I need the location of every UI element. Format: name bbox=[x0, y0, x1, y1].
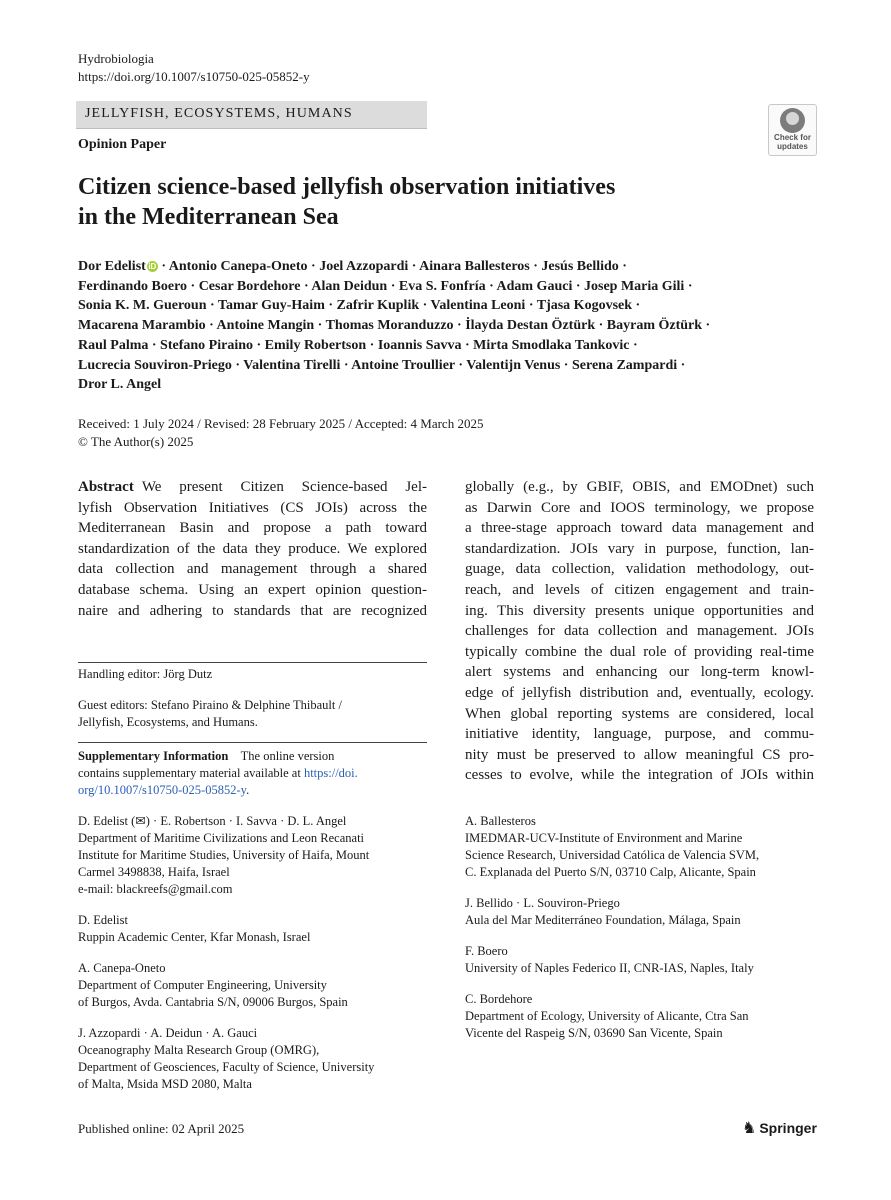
check-for-updates-badge[interactable] bbox=[768, 104, 817, 156]
affiliation-line: Aula del Mar Mediterráneo Foundation, Málaga, Spain bbox=[465, 913, 741, 927]
affiliation-line: IMEDMAR-UCV-Institute of Environment and Marine bbox=[465, 831, 743, 845]
copyright: © The Author(s) 2025 bbox=[78, 434, 194, 449]
author-line-1 bbox=[78, 257, 818, 277]
abstract-first-line-text: We present Citizen Science-based Jel- bbox=[141, 479, 427, 495]
affiliation-authors: C. Bordehore bbox=[465, 992, 533, 1006]
published-online: Published online: 02 April 2025 bbox=[78, 1121, 245, 1136]
author-line-7: Dror L. Angel bbox=[78, 377, 162, 393]
abstract-line: standardization of the data they produce. We explored bbox=[78, 540, 427, 557]
paper-type: Opinion Paper bbox=[78, 137, 167, 152]
author-line-1-rest: · Antonio Canepa-Oneto · Joel Azzopardi · Ainara Ballesteros · Jesús Bellido · bbox=[157, 259, 627, 274]
handling-editor: Handling editor: Jörg Dutz bbox=[78, 667, 213, 681]
abstract-line: a three-stage approach toward data management and bbox=[465, 520, 814, 537]
affiliation-authors: D. Edelist bbox=[78, 913, 128, 927]
affiliation-block bbox=[465, 813, 815, 881]
affiliation-authors: A. Ballesteros bbox=[465, 814, 536, 828]
supp-text-1: The online version bbox=[240, 749, 335, 763]
abstract-line: edge of jellyfish distribution and, eventually, ecology. bbox=[465, 684, 814, 701]
affiliation-line: Oceanography Malta Research Group (OMRG), bbox=[78, 1043, 320, 1057]
paper-title bbox=[78, 172, 698, 232]
author-line-5: Raul Palma · Stefano Piraino · Emily Robertson · Ioannis Savva · Mirta Smodlaka Tankovic · bbox=[78, 337, 638, 353]
series-label: JELLYFISH, ECOSYSTEMS, HUMANS bbox=[85, 106, 353, 121]
author-line-3: Sonia K. M. Gueroun · Tamar Guy-Haim · Zafrir Kuplik · Valentina Leoni · Tjasa Kogovsek · bbox=[78, 298, 641, 314]
abstract-line: guage, data collection, validation methodology, out- bbox=[465, 561, 814, 578]
author-list bbox=[78, 257, 818, 395]
affiliation-authors: J. Bellido · L. Souviron-Priego bbox=[465, 896, 620, 910]
affiliation-block bbox=[78, 1025, 427, 1093]
affiliation-authors: D. Edelist (✉) · E. Robertson · I. Savva · D. L. Angel bbox=[78, 814, 347, 828]
guest-editors-line-1: Guest editors: Stefano Piraino & Delphine Thibault / bbox=[78, 698, 342, 712]
supp-link-part-2[interactable]: org/10.1007/s10750-025-05852-y bbox=[78, 783, 247, 797]
affiliation-line: Vicente del Raspeig S/N, 03690 San Vicente, Spain bbox=[465, 1026, 723, 1040]
affiliation-block bbox=[465, 895, 815, 929]
abstract-line: database schema. Using an expert opinion question- bbox=[78, 581, 427, 598]
title-line-1: Citizen science-based jellyfish observation initiatives bbox=[78, 174, 616, 200]
author-line-6: Lucrecia Souviron-Priego · Valentina Tirelli · Antoine Troullier · Valentijn Venus · Serena Zampardi · bbox=[78, 357, 686, 373]
affiliation-line: Department of Computer Engineering, University bbox=[78, 978, 327, 992]
first-author[interactable]: Dor Edelist bbox=[78, 259, 146, 274]
supplementary-info bbox=[78, 748, 427, 799]
abstract-line: lyfish Observation Initiatives (CS JOIs) across the bbox=[78, 499, 427, 516]
supp-link-part-1[interactable]: https://doi. bbox=[303, 766, 358, 780]
supp-end: . bbox=[246, 783, 250, 797]
bookmark-icon bbox=[780, 108, 805, 133]
abstract-left-column bbox=[78, 477, 427, 621]
supp-text-2: contains supplementary material available at bbox=[78, 766, 301, 780]
publisher-logo[interactable] bbox=[742, 1118, 817, 1138]
supp-heading: Supplementary Information bbox=[78, 749, 229, 763]
affiliation-authors: J. Azzopardi · A. Deidun · A. Gauci bbox=[78, 1026, 258, 1040]
affiliation-line: Department of Geosciences, Faculty of Science, University bbox=[78, 1060, 375, 1074]
publisher-name: Springer bbox=[759, 1120, 817, 1136]
affiliation-block bbox=[78, 960, 427, 1011]
affiliation-block bbox=[465, 943, 815, 977]
affiliations-right bbox=[465, 813, 815, 1056]
abstract-line: Mediterranean Basin and propose a path toward bbox=[78, 520, 427, 537]
affiliation-line: Department of Ecology, University of Alicante, Ctra San bbox=[465, 1009, 749, 1023]
affiliation-line: C. Explanada del Puerto S/N, 03710 Calp, Alicante, Spain bbox=[465, 865, 756, 879]
guest-editors-line-2: Jellyfish, Ecosystems, and Humans. bbox=[78, 715, 258, 729]
abstract-line: typically combine the dual role of providing real-time bbox=[465, 643, 814, 660]
springer-horse-icon: ♞ bbox=[742, 1120, 757, 1137]
abstract-line: initiative identity, language, purpose, and commu- bbox=[465, 726, 814, 743]
abstract-line: data collection and management through a shared bbox=[78, 561, 427, 578]
affiliation-line: Institute for Maritime Studies, University of Haifa, Mount bbox=[78, 848, 370, 862]
title-line-2: in the Mediterranean Sea bbox=[78, 204, 339, 230]
affiliation-block bbox=[465, 991, 815, 1042]
abstract-line: as Darwin Core and IOOS terminology, we propose bbox=[465, 499, 814, 516]
affiliation-line: Carmel 3498838, Haifa, Israel bbox=[78, 865, 230, 879]
abstract-line: naire and adhering to standards that are recognized bbox=[78, 602, 427, 619]
check-label-2: updates bbox=[777, 142, 808, 151]
journal-header bbox=[78, 50, 310, 86]
affiliation-line: University of Naples Federico II, CNR-IAS, Naples, Italy bbox=[465, 961, 754, 975]
author-line-2: Ferdinando Boero · Cesar Bordehore · Alan Deidun · Eva S. Fonfría · Adam Gauci · Josep Maria Gili · bbox=[78, 278, 693, 294]
abstract-right-column bbox=[465, 477, 814, 786]
supp-divider bbox=[78, 742, 427, 743]
journal-doi[interactable]: https://doi.org/10.1007/s10750-025-05852-y bbox=[78, 69, 310, 84]
orcid-icon[interactable]: iD bbox=[148, 262, 157, 271]
abstract-line: reach, and levels of citizen engagement and train- bbox=[465, 581, 814, 598]
abstract-heading: Abstract bbox=[78, 479, 134, 495]
affiliation-authors: F. Boero bbox=[465, 944, 508, 958]
abstract-line bbox=[78, 477, 427, 498]
affiliation-line: Department of Maritime Civilizations and Leon Recanati bbox=[78, 831, 365, 845]
dates-block bbox=[78, 415, 483, 451]
author-line-4: Macarena Marambio · Antoine Mangin · Thomas Moranduzzo · İlayda Destan Öztürk · Bayram Öztürk · bbox=[78, 318, 711, 334]
affiliation-authors: A. Canepa-Oneto bbox=[78, 961, 166, 975]
affiliation-line: of Malta, Msida MSD 2080, Malta bbox=[78, 1077, 252, 1091]
abstract-line: globally (e.g., by GBIF, OBIS, and EMODnet) such bbox=[465, 479, 814, 495]
check-label-1: Check for bbox=[774, 133, 811, 142]
submission-dates: Received: 1 July 2024 / Revised: 28 February 2025 / Accepted: 4 March 2025 bbox=[78, 416, 484, 431]
abstract-line: standardization. JOIs vary in purpose, function, lan- bbox=[465, 540, 814, 557]
abstract-line: alert systems and enhancing our long-term knowl- bbox=[465, 664, 814, 681]
journal-name: Hydrobiologia bbox=[78, 51, 154, 66]
abstract-line: When global reporting systems are considered, local bbox=[465, 705, 814, 722]
affiliation-line: Science Research, Universidad Católica de Valencia SVM, bbox=[465, 848, 760, 862]
affiliations-left bbox=[78, 813, 427, 1107]
abstract-line: ing. This diversity presents unique opportunities and bbox=[465, 602, 814, 619]
abstract-line: nity must be preserved to allow meaningful CS pro- bbox=[465, 746, 814, 763]
notes-divider bbox=[78, 662, 427, 663]
guest-editors bbox=[78, 697, 427, 731]
affiliation-line: e-mail: blackreefs@gmail.com bbox=[78, 882, 233, 896]
affiliation-block bbox=[78, 813, 427, 898]
abstract-line: cesses to evolve, while the integration of JOIs within bbox=[465, 767, 814, 784]
series-banner bbox=[76, 101, 427, 129]
affiliation-line: Ruppin Academic Center, Kfar Monash, Israel bbox=[78, 930, 311, 944]
abstract-line: challenges for data collection and management. JOIs bbox=[465, 623, 814, 640]
affiliation-block bbox=[78, 912, 427, 946]
affiliation-line: of Burgos, Avda. Cantabria S/N, 09006 Burgos, Spain bbox=[78, 995, 348, 1009]
